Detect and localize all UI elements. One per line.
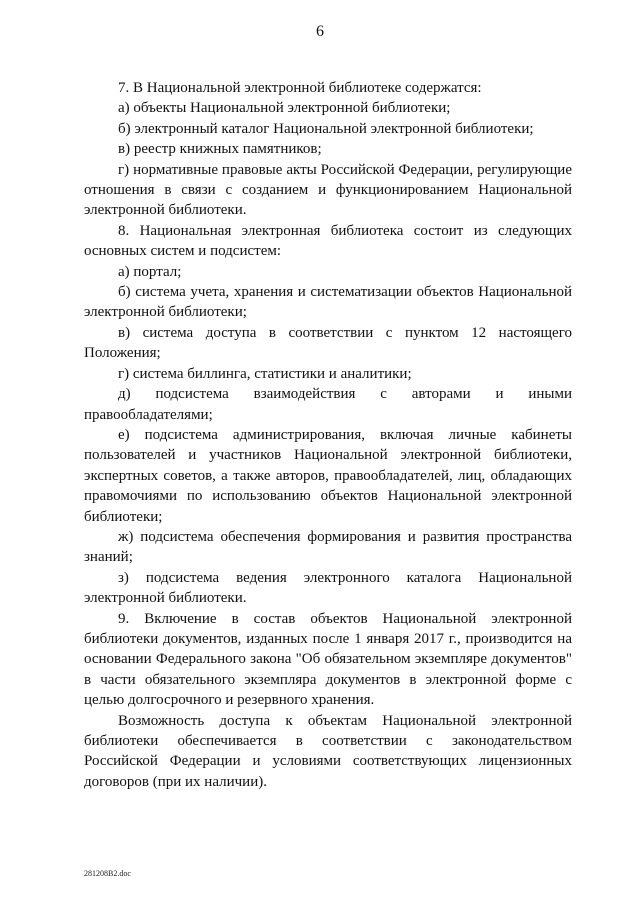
paragraph-item-7b: б) электронный каталог Национальной электронной библиотеки;: [118, 120, 534, 137]
paragraph-item-7: 7. В Национальной электронной библиотеке содержатся:: [118, 80, 482, 96]
paragraph-item-7d: г) нормативные правовые акты Российской Федерации, регулирующие отношения в связи с созданием и функционированием Национальной электронной библиотеки.: [84, 161, 572, 219]
paragraph-item-8d: г) система биллинга, статистики и аналитики;: [118, 365, 412, 382]
paragraph-item-8b: б) система учета, хранения и систематизации объектов Национальной электронной библиотеки;: [84, 284, 572, 321]
paragraph-item-8h: з) подсистема ведения электронного каталога Национальной электронной библиотеки.: [84, 569, 572, 607]
paragraph-access: Возможность доступа к объектам Национальной электронной библиотеки обеспечивается в соответствии с законодательством Российской Федерации и условиями соответствующих лицензионных договоров (при их наличии).: [84, 712, 572, 790]
paragraph-item-7c: в) реестр книжных памятников;: [118, 141, 322, 158]
paragraph-item-8g: ж) подсистема обеспечения формирования и развития пространства знаний;: [84, 528, 572, 566]
paragraph-item-9: 9. Включение в состав объектов Национальной электронной библиотеки документов, изданных после 1 января 2017 г., производится на основании Федерального закона "Об обязательном экземпляре документов" в части обязательного экземпляра документов в электронной форме с целью долгосрочного и резервного хранения.: [84, 610, 572, 709]
paragraph-item-7a: а) объекты Национальной электронной библиотеки;: [118, 100, 451, 117]
paragraph-item-8f: е) подсистема администрирования, включая личные кабинеты пользователей и участников Национальной электронной библиотеки, экспертных советов, а также авторов, правообладателей, лиц, обладающих правомочиями по использованию объектов Национальной электронной библиотеки;: [84, 426, 572, 525]
page-number: 6: [316, 23, 324, 40]
document-body: [84, 78, 572, 792]
paragraph-item-8e: д) подсистема взаимодействия с авторами и иными правообладателями;: [84, 386, 572, 423]
paragraph-item-8a: а) портал;: [118, 263, 182, 280]
paragraph-item-8: 8. Национальная электронная библиотека состоит из следующих основных систем и подсистем:: [84, 222, 572, 260]
paragraph-item-8c: в) система доступа в соответствии с пунктом 12 настоящего Положения;: [84, 324, 572, 362]
document-footer: 281208B2.doc: [84, 869, 131, 878]
